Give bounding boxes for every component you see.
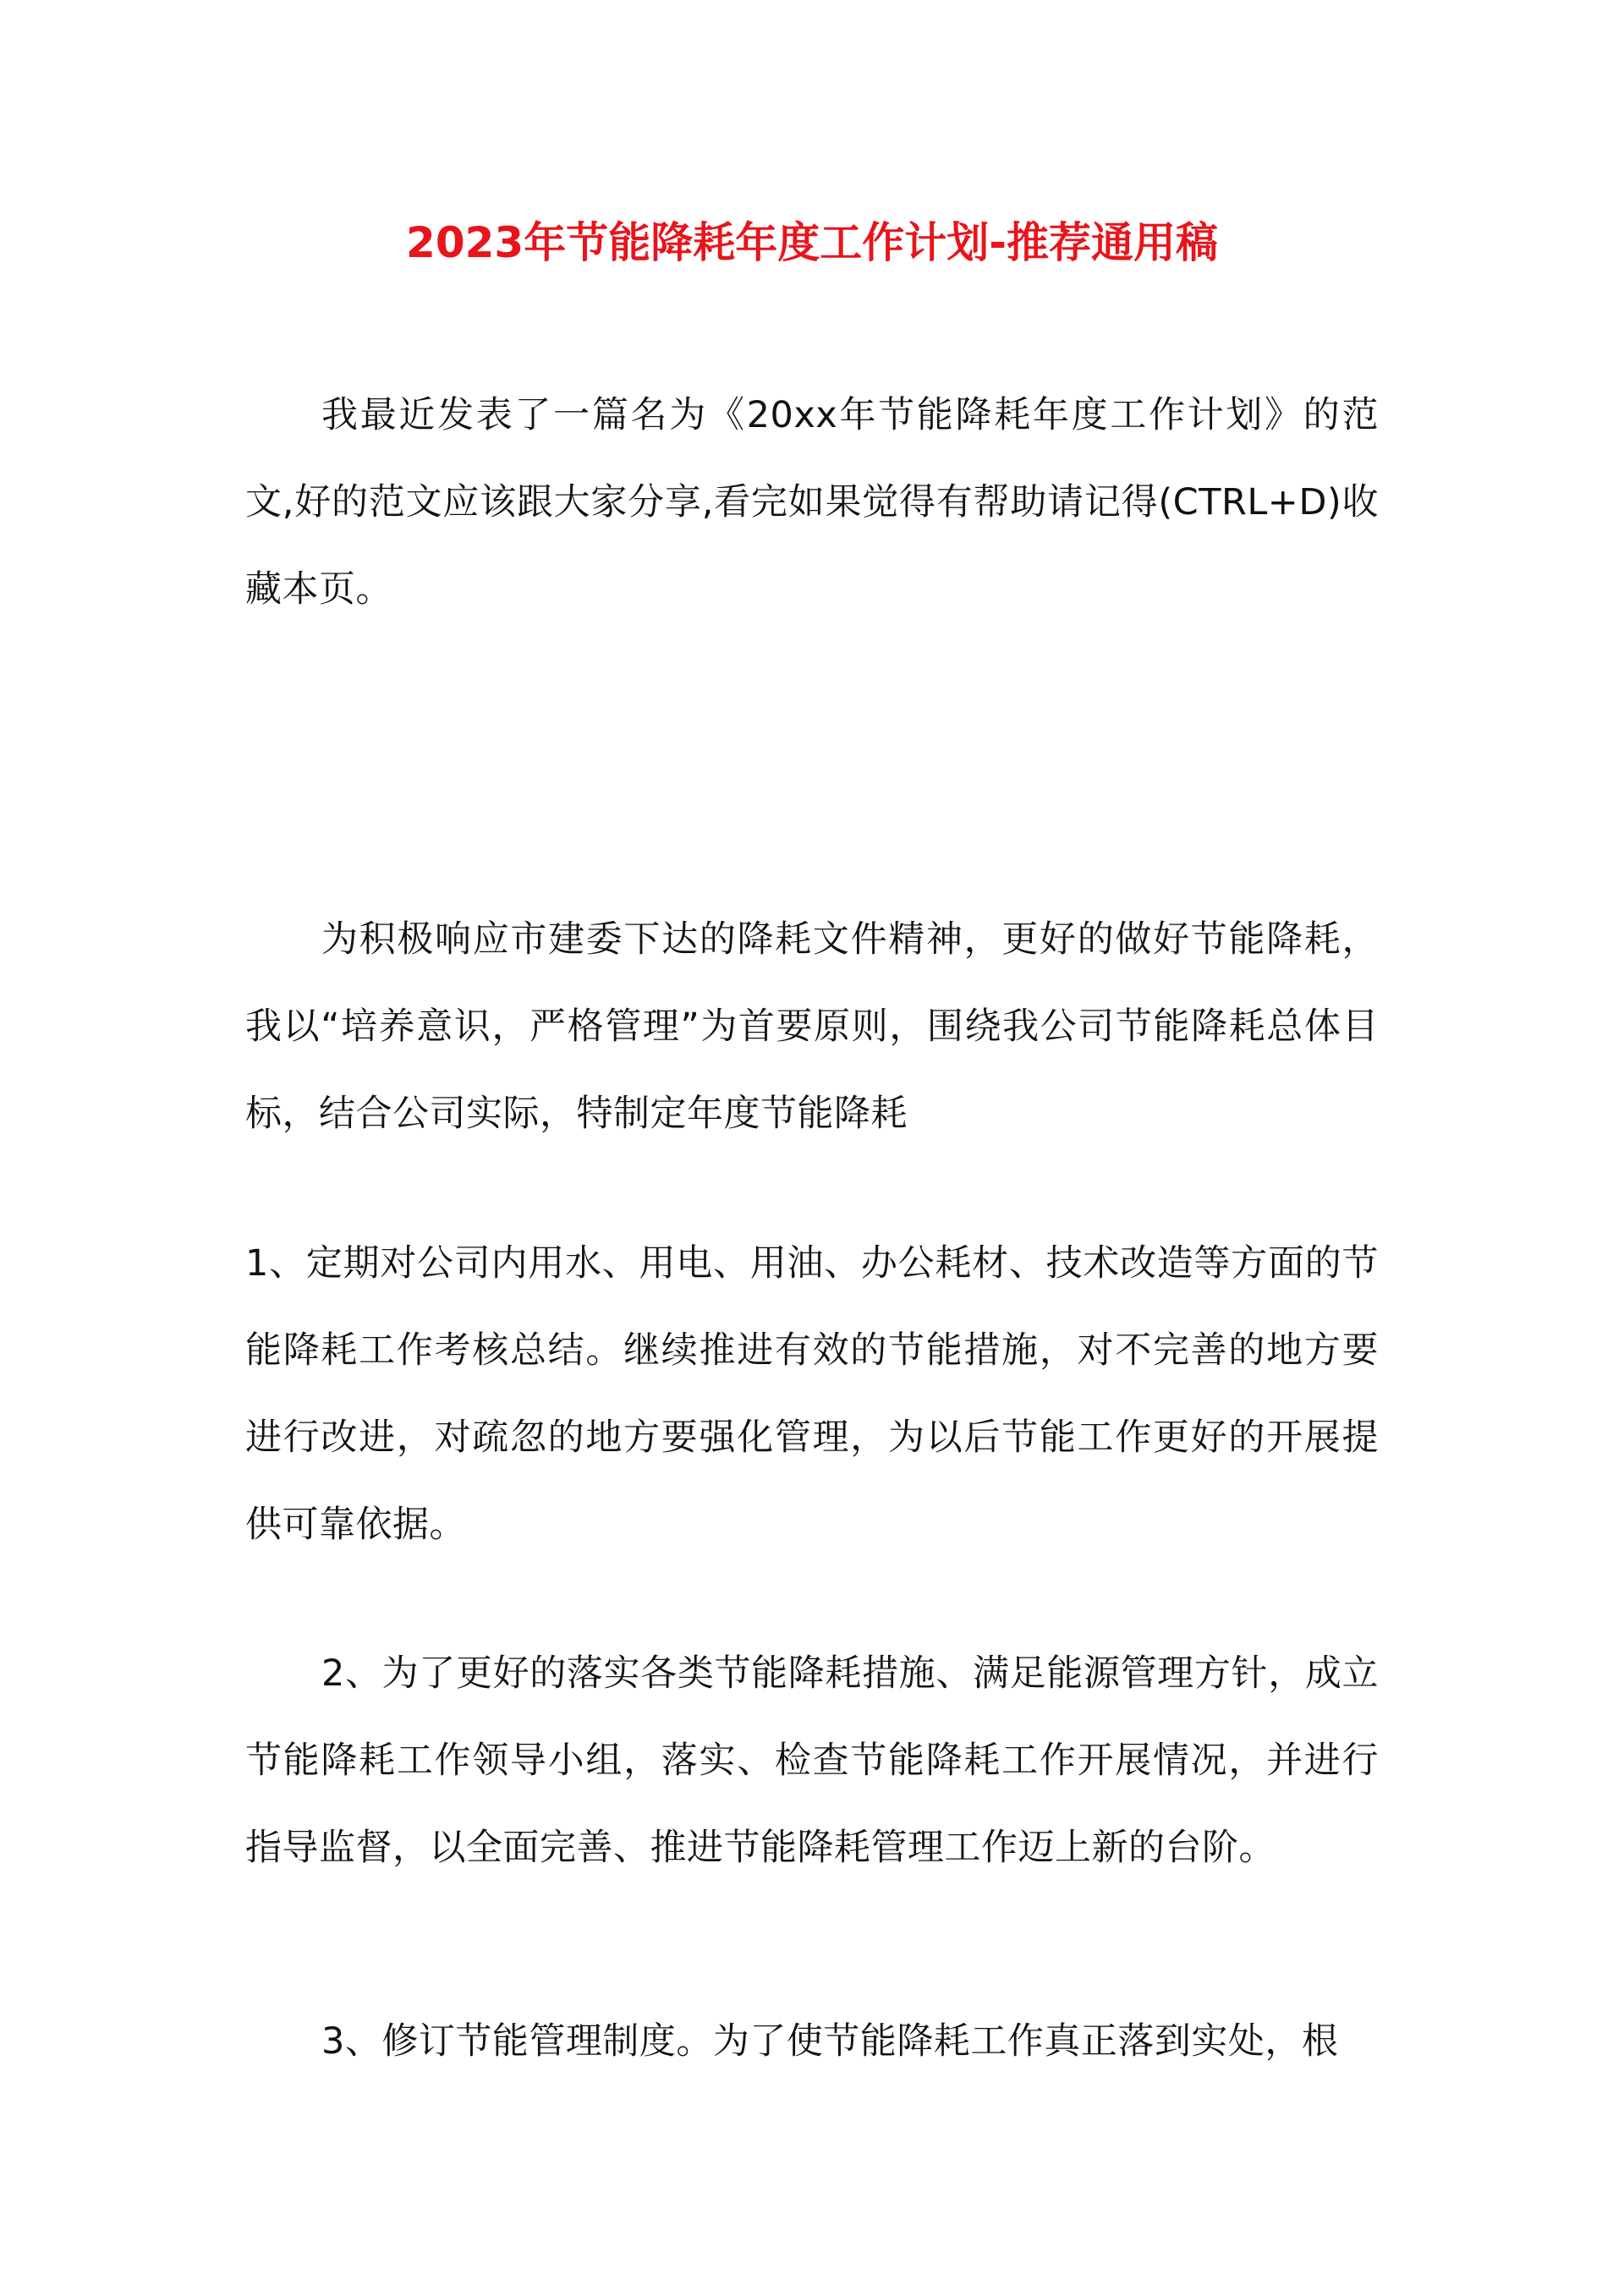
body-paragraph-purpose: 为积极响应市建委下达的降耗文件精神，更好的做好节能降耗，我以“培养意识，严格管理”为首要原则，围绕我公司节能降耗总体目标，结合公司实际，特制定年度节能降耗	[245, 918, 1379, 1135]
body-paragraph-item-3: 3、修订节能管理制度。为了使节能降耗工作真正落到实处，根	[321, 2020, 1339, 2063]
document-title: 2023年节能降耗年度工作计划-推荐通用稿	[406, 218, 1218, 267]
body-paragraph-item-2: 2、为了更好的落实各类节能降耗措施、满足能源管理方针，成立节能降耗工作领导小组，落实、检查节能降耗工作开展情况，并进行指导监督，以全面完善、推进节能降耗管理工作迈上新的台阶。	[245, 1652, 1379, 1869]
body-paragraph-item-1: 1、定期对公司内用水、用电、用油、办公耗材、技术改造等方面的节能降耗工作考核总结。继续推进有效的节能措施，对不完善的地方要进行改进，对疏忽的地方要强化管理，为以后节能工作更好的开展提供可靠依据。	[245, 1242, 1379, 1546]
intro-paragraph: 我最近发表了一篇名为《20xx年节能降耗年度工作计划》的范文,好的范文应该跟大家分享,看完如果觉得有帮助请记得(CTRL+D)收藏本页。	[245, 394, 1379, 611]
